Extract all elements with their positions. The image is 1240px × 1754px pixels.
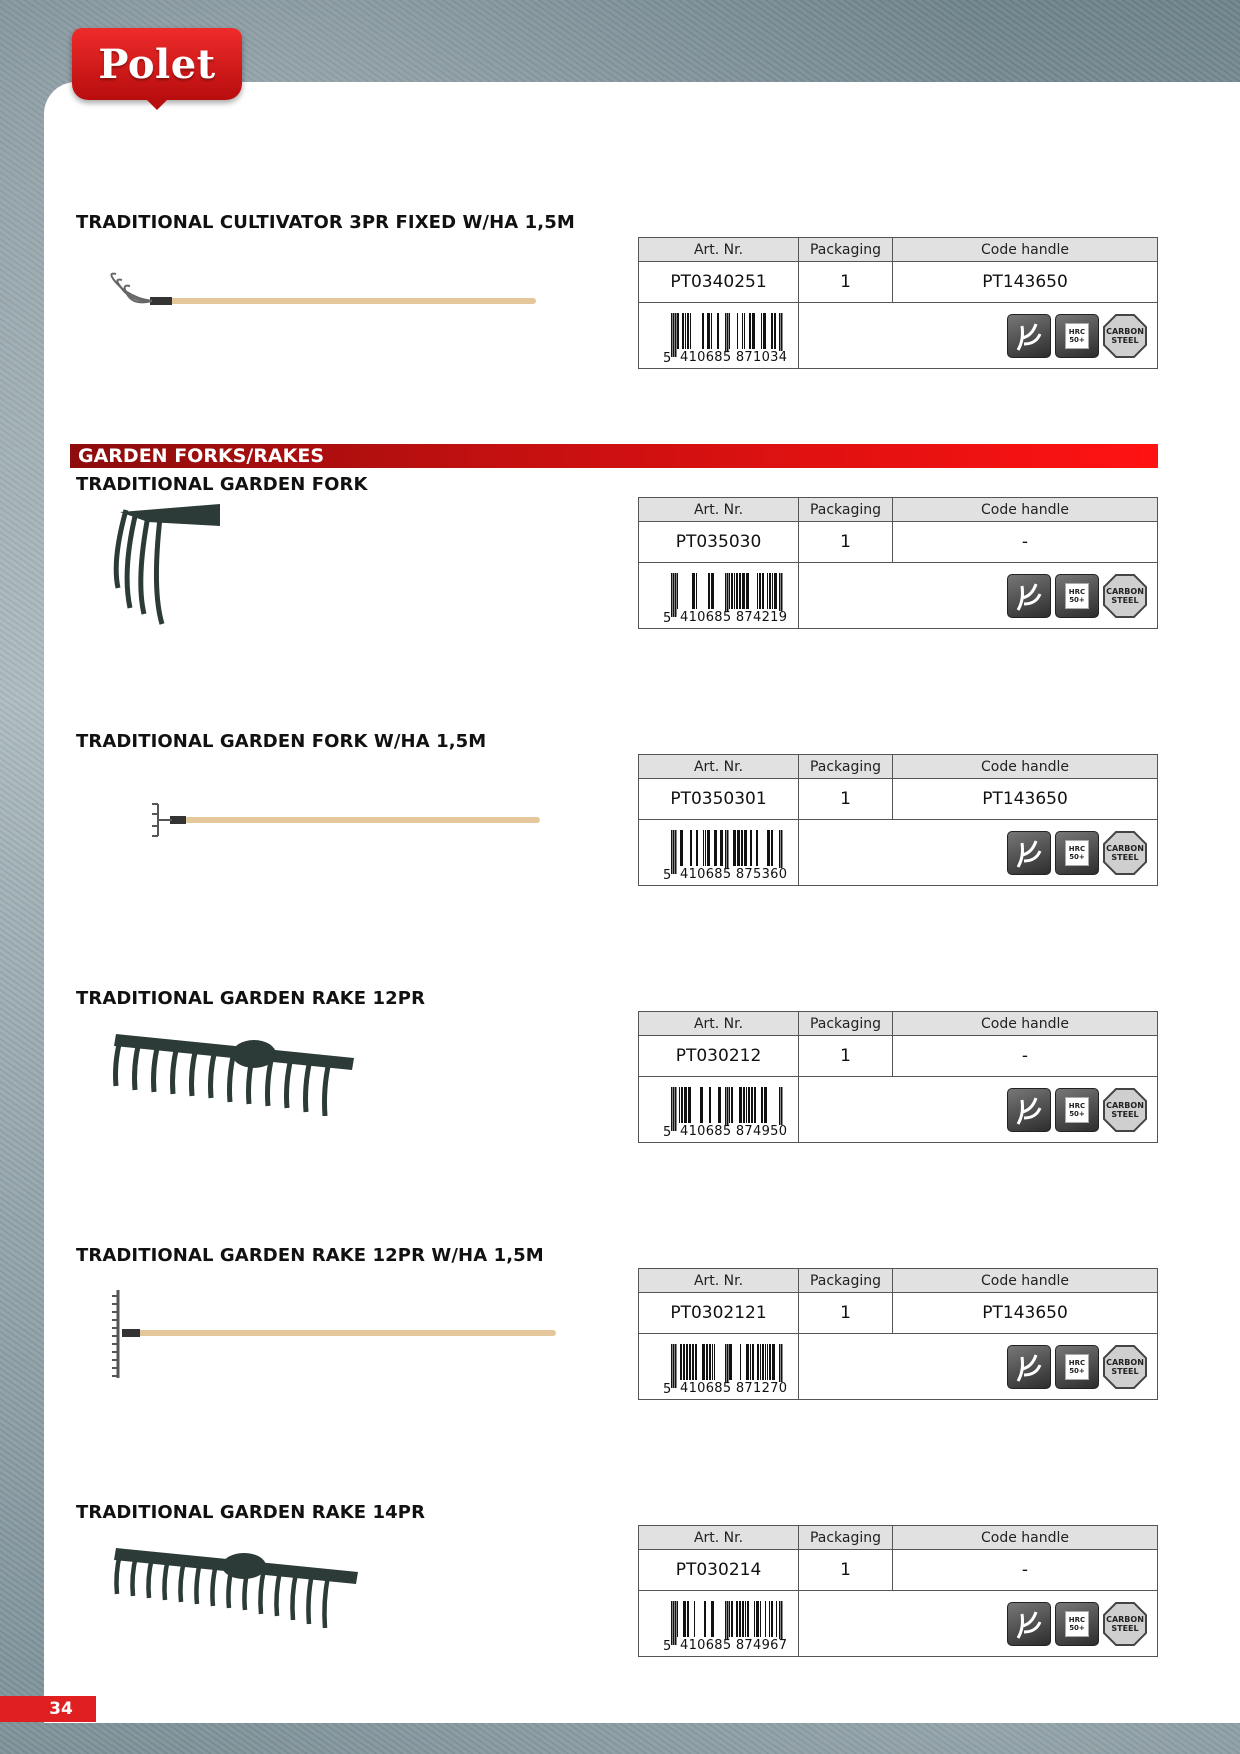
header-code-handle: Code handle [980,759,1069,775]
barcode-lead-digit: 5 [663,868,672,883]
barcode-digits: 410685 874967 [680,1638,788,1653]
code-handle-value: - [1021,1560,1029,1580]
packaging-value: 1 [799,1550,893,1590]
packaging-value: 1 [799,1036,893,1076]
weed-plant-icon [1007,831,1051,875]
product-title: TRADITIONAL GARDEN FORK [76,474,368,495]
header-art-nr: Art. Nr. [639,238,799,261]
barcode-digits: 410685 875360 [680,867,788,882]
header-packaging: Packaging [799,1012,893,1035]
carbon-steel-badge: CARBON STEEL [1103,574,1147,618]
product-spec-table [638,1011,1158,1143]
barcode-digits: 410685 871034 [680,350,788,365]
carbon-steel-badge: CARBON STEEL [1103,1088,1147,1132]
header-packaging: Packaging [799,238,893,261]
art-nr-value: PT0302121 [639,1293,799,1333]
garden-rake-14-head-image [108,1544,364,1636]
feature-icons [799,303,1157,368]
art-nr-value: PT0340251 [639,262,799,302]
art-nr-value: PT0350301 [639,779,799,819]
category-heading: GARDEN FORKS/RAKES [70,444,1158,468]
feature-icons [799,1334,1157,1399]
header-code-handle: Code handle [980,1273,1069,1289]
barcode-lead-digit: 5 [663,1125,672,1140]
barcode-digits: 410685 874950 [680,1124,788,1139]
carbon-steel-badge: CARBON STEEL [1103,1602,1147,1646]
garden-fork-long-handle-image [148,800,544,840]
packaging-value: 1 [799,262,893,302]
weed-plant-icon [1007,314,1051,358]
carbon-steel-badge: CARBON STEEL [1103,831,1147,875]
garden-rake-long-handle-image [108,1288,560,1380]
header-packaging: Packaging [799,755,893,778]
barcode [639,1591,799,1656]
product-title: TRADITIONAL GARDEN RAKE 12PR [76,988,426,1009]
header-packaging: Packaging [799,498,893,521]
product-spec-table [638,497,1158,629]
barcode [639,820,799,885]
feature-icons [799,563,1157,628]
feature-icons [799,1077,1157,1142]
cultivator-long-handle-image [108,268,548,310]
packaging-value: 1 [799,779,893,819]
code-handle-value: PT143650 [982,1303,1068,1323]
header-code-handle: Code handle [980,502,1069,518]
header-art-nr: Art. Nr. [639,1526,799,1549]
barcode-lead-digit: 5 [663,611,672,626]
barcode-digits: 410685 874219 [680,610,788,625]
barcode-lead-digit: 5 [663,1382,672,1397]
feature-icons [799,820,1157,885]
code-handle-value: PT143650 [982,789,1068,809]
header-code-handle: Code handle [980,242,1069,258]
product-title: TRADITIONAL CULTIVATOR 3PR FIXED W/HA 1,5M [76,212,575,233]
weed-plant-icon [1007,1345,1051,1389]
carbon-steel-badge: CARBON STEEL [1103,314,1147,358]
art-nr-value: PT030212 [639,1036,799,1076]
barcode [639,1334,799,1399]
barcode-digits: 410685 871270 [680,1381,788,1396]
hrc-hardness-icon: HRC 50+ [1055,831,1099,875]
product-spec-table [638,237,1158,369]
header-packaging: Packaging [799,1526,893,1549]
weed-plant-icon [1007,1602,1051,1646]
header-art-nr: Art. Nr. [639,1012,799,1035]
header-art-nr: Art. Nr. [639,755,799,778]
packaging-value: 1 [799,1293,893,1333]
product-title: TRADITIONAL GARDEN FORK W/HA 1,5M [76,731,487,752]
code-handle-value: - [1021,532,1029,552]
barcode-lead-digit: 5 [663,1639,672,1654]
weed-plant-icon [1007,1088,1051,1132]
hrc-hardness-icon: HRC 50+ [1055,314,1099,358]
header-art-nr: Art. Nr. [639,498,799,521]
garden-rake-12-head-image [108,1028,360,1120]
art-nr-value: PT035030 [639,522,799,562]
code-handle-value: PT143650 [982,272,1068,292]
polet-logo: Polet [72,28,242,100]
weed-plant-icon [1007,574,1051,618]
hrc-hardness-icon: HRC 50+ [1055,1088,1099,1132]
hrc-hardness-icon: HRC 50+ [1055,1345,1099,1389]
product-title: TRADITIONAL GARDEN RAKE 12PR W/HA 1,5M [76,1245,544,1266]
code-handle-value: - [1021,1046,1029,1066]
product-title: TRADITIONAL GARDEN RAKE 14PR [76,1502,426,1523]
header-code-handle: Code handle [980,1530,1069,1546]
header-packaging: Packaging [799,1269,893,1292]
barcode-lead-digit: 5 [663,351,672,366]
feature-icons [799,1591,1157,1656]
hrc-hardness-icon: HRC 50+ [1055,574,1099,618]
header-code-handle: Code handle [980,1016,1069,1032]
header-art-nr: Art. Nr. [639,1269,799,1292]
carbon-steel-badge: CARBON STEEL [1103,1345,1147,1389]
packaging-value: 1 [799,522,893,562]
product-spec-table [638,1268,1158,1400]
barcode [639,563,799,628]
hrc-hardness-icon: HRC 50+ [1055,1602,1099,1646]
barcode [639,303,799,368]
art-nr-value: PT030214 [639,1550,799,1590]
page-number: 34 [0,1696,96,1722]
barcode [639,1077,799,1142]
garden-fork-head-image [108,500,228,628]
product-spec-table [638,1525,1158,1657]
product-spec-table [638,754,1158,886]
